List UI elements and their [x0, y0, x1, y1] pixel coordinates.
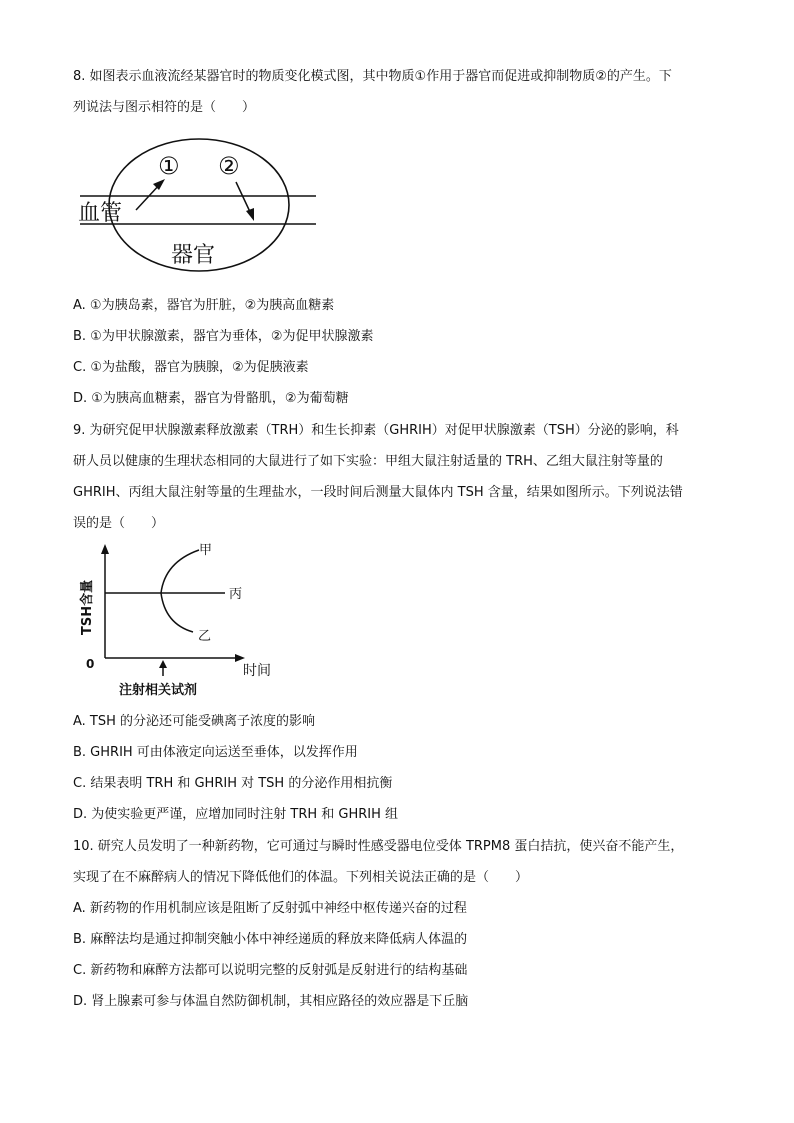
curve-jia-label: 甲: [199, 543, 213, 558]
q9-stem-line3: GHRIH、丙组大鼠注射等量的生理盐水，一段时间后测量大鼠体内 TSH 含量，结果如图所示。下列说法错: [73, 485, 683, 500]
injection-label: 注射相关试剂: [119, 683, 198, 698]
q9-stem-line2: 研人员以健康的生理状态相同的大鼠进行了如下实验：甲组大鼠注射适量的 TRH、乙组大鼠注射等量的: [73, 454, 663, 469]
tsh-graph: [73, 540, 293, 700]
curve-bing-label: 丙: [229, 587, 243, 602]
origin-label: 0: [86, 657, 95, 671]
q9-option-b: B. GHRIH 可由体液定向运送至垂体，以发挥作用: [73, 745, 358, 760]
injection-arrow-head: [159, 660, 167, 668]
q10-stem-line1: 10. 研究人员发明了一种新药物，它可通过与瞬时性感受器电位受体 TRPM8 蛋白拮抗，使兴奋不能产生，: [73, 839, 684, 854]
x-axis-label: 时间: [243, 663, 271, 679]
substance-2-label: ②: [218, 152, 240, 180]
q10-option-c: C. 新药物和麻醉方法都可以说明完整的反射弧是反射进行的结构基础: [73, 963, 468, 978]
q10-option-a: A. 新药物的作用机制应该是阻断了反射弧中神经中枢传递兴奋的过程: [73, 901, 467, 916]
q9-stem-line4: 误的是（ ）: [73, 516, 165, 531]
y-axis-label: TSH含量: [80, 579, 95, 635]
curve-yi: [161, 593, 193, 632]
organ-diagram-svg: [73, 138, 323, 276]
q8-option-a: A. ①为胰岛素，器官为肝脏，②为胰高血糖素: [73, 298, 335, 313]
q8-option-b: B. ①为甲状腺激素，器官为垂体，②为促甲状腺激素: [73, 329, 374, 344]
q8-stem-line2: 列说法与图示相符的是（ ）: [73, 100, 256, 115]
vessel-label: 血管: [78, 201, 123, 226]
q8-option-d: D. ①为胰高血糖素，器官为骨骼肌，②为葡萄糖: [73, 391, 349, 406]
q8-stem-line1: 8. 如图表示血液流经某器官时的物质变化模式图，其中物质①作用于器官而促进或抑制物质②的产生。下: [73, 69, 672, 84]
q9-option-c: C. 结果表明 TRH 和 GHRIH 对 TSH 的分泌作用相抗衡: [73, 776, 393, 791]
arrow-head-2: [246, 208, 254, 221]
arrow-substance2-into-vessel: [236, 182, 251, 214]
q10-option-d: D. 肾上腺素可参与体温自然防御机制，其相应路径的效应器是下丘脑: [73, 994, 469, 1009]
q10-option-b: B. 麻醉法均是通过抑制突触小体中神经递质的释放来降低病人体温的: [73, 932, 468, 947]
x-axis-arrow: [235, 654, 245, 662]
q9-option-d: D. 为使实验更严谨，应增加同时注射 TRH 和 GHRIH 组: [73, 807, 399, 822]
curve-jia: [161, 550, 199, 593]
tsh-graph-svg: [73, 540, 293, 700]
q9-stem-line1: 9. 为研究促甲状腺激素释放激素（TRH）和生长抑素（GHRIH）对促甲状腺激素（TSH）分泌的影响，科: [73, 423, 679, 438]
organ-blood-vessel-diagram: [73, 138, 323, 276]
substance-1-label: ①: [158, 152, 180, 180]
curve-yi-label: 乙: [198, 629, 212, 644]
q9-option-a: A. TSH 的分泌还可能受碘离子浓度的影响: [73, 714, 316, 729]
organ-label: 器官: [171, 243, 216, 268]
arrow-head-1: [153, 179, 165, 190]
y-axis-arrow: [101, 544, 109, 554]
q10-stem-line2: 实现了在不麻醉病人的情况下降低他们的体温。下列相关说法正确的是（ ）: [73, 870, 529, 885]
q8-option-c: C. ①为盐酸，器官为胰腺，②为促胰液素: [73, 360, 309, 375]
